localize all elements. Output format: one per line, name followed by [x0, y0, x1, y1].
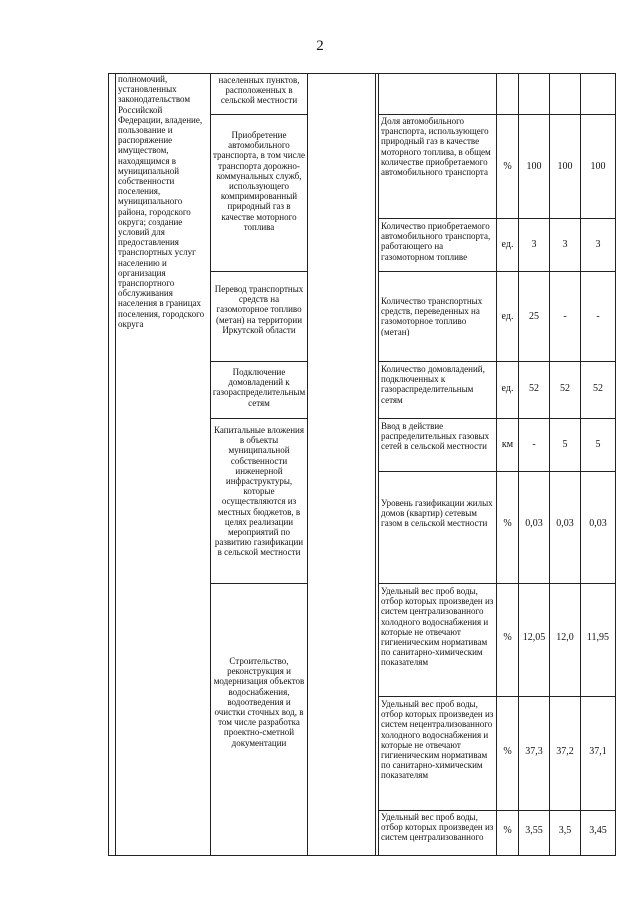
activity-cell: населенных пунктов, расположенных в сельской местности [218, 75, 300, 106]
indicator-cell: Количество домовладений, подключенных к газораспределительным сетям [381, 364, 485, 405]
value-year2: 0,03 [556, 518, 574, 529]
value-year2: 100 [557, 161, 573, 172]
value-year2: - [563, 311, 567, 322]
value-year1: 3 [531, 239, 537, 250]
indicator-cell: Удельный вес проб воды, отбор которых произведен из систем централизованного [381, 812, 494, 843]
value-year1: 37,3 [525, 746, 543, 757]
value-year2: 5 [562, 439, 568, 450]
page-number: 2 [316, 38, 324, 54]
activity-cell: Приобретение автомобильного транспорта, в том числе транспорта дорожно-коммунальных служб, использующего компримированный природный газ в качестве моторного топлива [213, 130, 305, 232]
value-year2: 12,0 [556, 632, 574, 643]
value-year1: 12,05 [522, 632, 546, 643]
unit-cell: ед. [501, 239, 514, 250]
indicator-cell: Уровень газификации жилых домов (квартир) сетевым газом в сельской местности [381, 498, 493, 529]
value-year2: 52 [560, 383, 570, 394]
value-year1: 3,55 [525, 825, 543, 836]
unit-cell: ед. [501, 383, 514, 394]
value-year1: - [532, 439, 536, 450]
value-year3: 11,95 [586, 632, 610, 643]
unit-cell: % [503, 632, 512, 643]
authority-text: полномочий, установленных законодательством Российской Федерации, владение, пользование и распоряжение имуществом, находящимся в муниципальной собственности поселения, муниципального района, городского округа; создание условий для предоставления транспортных услуг населению и организация транспортного обслуживания населения в границах поселения, городского округа [118, 74, 205, 329]
activity-cell: Капитальные вложения в объекты муниципальной собственности инженерной инфраструктуры, которые осуществляются из местных бюджетов, в целях реализации мероприятий по развитию газификации в сельской местности [214, 425, 304, 558]
unit-cell: ед. [501, 311, 514, 322]
indicator-cell: Ввод в действие распределительных газовых сетей в сельской местности [381, 421, 490, 452]
indicator-cell: Количество транспортных средств, переведенных на газомоторное топливо (метан) [381, 296, 483, 336]
value-year1: 52 [529, 383, 539, 394]
unit-cell: % [503, 746, 512, 757]
indicator-cell: Доля автомобильного транспорта, использующего природный газ в качестве моторного топлива, в общем количестве приобретаемого автомобильного транспорта [381, 116, 491, 178]
unit-cell: % [503, 825, 512, 836]
value-year1: 100 [526, 161, 542, 172]
value-year3: - [596, 311, 600, 322]
indicator-cell: Удельный вес проб воды, отбор которых произведен из систем централизованного холодного водоснабжения и которые не отвечают гигиеническим нормативам по санитарно-химическим показателям [381, 586, 494, 668]
indicator-cell: Удельный вес проб воды, отбор которых произведен из систем нецентрализованного холодного водоснабжения и которые не отвечают гигиеническим нормативам по санитарно-химическим показателям [381, 699, 494, 781]
value-year3: 3 [595, 239, 601, 250]
unit-cell: км [501, 439, 514, 450]
unit-cell: % [503, 518, 512, 529]
value-year3: 37,1 [589, 746, 607, 757]
activity-cell: Строительство, реконструкция и модернизация объектов водоснабжения, водоотведения и очистки сточных вод, в том числе разработка проектно-сметной документации [213, 656, 305, 748]
activity-cell: Подключение домовладений к газораспределительным сетям [212, 367, 306, 408]
value-year2: 3 [562, 239, 568, 250]
value-year2: 37,2 [556, 746, 574, 757]
value-year3: 3,45 [589, 825, 607, 836]
value-year3: 100 [590, 161, 606, 172]
value-year1: 0,03 [525, 518, 543, 529]
value-year3: 5 [595, 439, 601, 450]
value-year3: 52 [593, 383, 603, 394]
value-year2: 3,5 [558, 825, 572, 836]
unit-cell: % [503, 161, 512, 172]
value-year1: 25 [529, 311, 539, 322]
value-year3: 0,03 [589, 518, 607, 529]
activity-cell: Перевод транспортных средств на газомоторное топливо (метан) на территории Иркутской области [214, 284, 304, 335]
indicator-cell: Количество приобретаемого автомобильного транспорта, работающего на газомоторном топливе [381, 221, 491, 262]
